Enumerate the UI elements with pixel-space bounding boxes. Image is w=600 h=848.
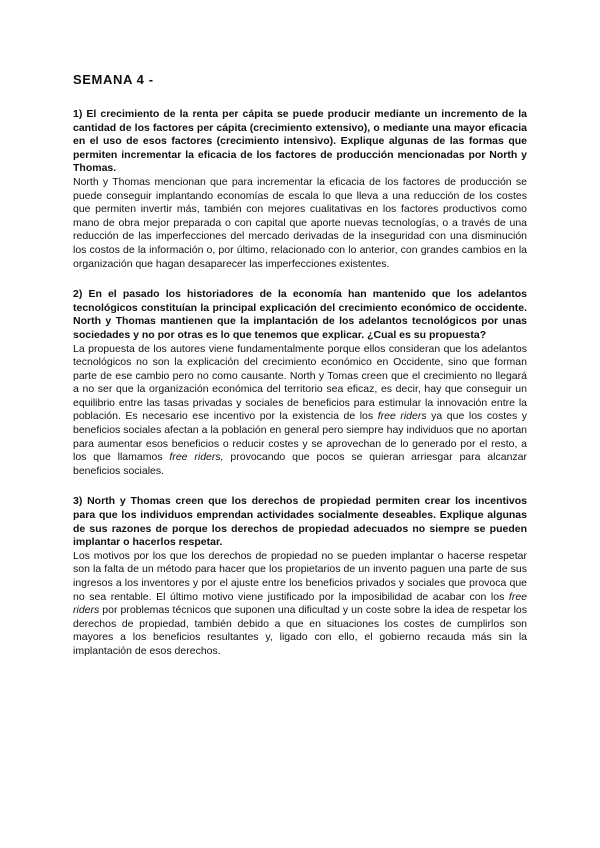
section-2: [73, 288, 527, 478]
answer-3-free-riders: free riders: [73, 590, 527, 617]
question-1: 1) El crecimiento de la renta per cápita se puede producir mediante un incremento de la cantidad de los factores per cápita (crecimiento extensivo), o mediante una mayor eficacia en el uso de esos factores (crecimiento intensivo). Explique algunas de las formas que permiten incrementar la eficacia de los factores de producción mencionadas por North y Thomas.: [73, 108, 527, 175]
answer-2: [73, 343, 527, 479]
answer-1: North y Thomas mencionan que para incrementar la eficacia de los factores de producción se puede conseguir implantando economías de escala lo que lleva a una reducción de los costes que permiten invertir más, también con mejores cualitativas en los factores productivos como mano de obra mejor preparada o con capital que aporte nuevas tecnologías, o a través de una reducción de las imperfecciones del mercado derivadas de la inseguridad con una disminución los costos de la información o, por último, relacionado con lo anterior, con grandes cambios en la organización que hagan desaparecer las imperfecciones existentes.: [73, 175, 527, 270]
page-title: SEMANA 4 -: [73, 72, 154, 87]
question-3: 3) North y Thomas creen que los derechos de propiedad permiten crear los incentivos para que los individuos emprendan actividades socialmente deseables. Explique algunas de sus razones de porque los derechos de propiedad adecuados no siempre se pueden implantar o hacerlos respetar.: [73, 495, 527, 549]
section-3: [73, 495, 527, 658]
answer-2-text-2: ya que los costes y beneficios sociales afectan a la población en general pero siempre hay individuos que no aportan para aumentar esos beneficios o reducir costes y se aprovechan de lo generado por el resto, a los que llamamos: [73, 410, 528, 464]
answer-2-free-riders-1: free riders: [377, 410, 427, 423]
answer-3-text-2: por problemas técnicos que suponen una dificultad y un coste sobre la idea de respetar los derechos de propiedad, también debido a que en situaciones los costes de cumplirlos son mayores a los beneficios resultantes y, ligado con ello, el gobierno recauda más sin la implantación de esos derechos.: [73, 604, 527, 657]
answer-2-text-3: provocando que pocos se quieran arriesgar para alcanzar beneficios sociales.: [73, 451, 527, 477]
answer-3-text-1: Los motivos por los que los derechos de propiedad no se pueden implantar o hacerse respetar son la falta de un método para hacer que los propietarios de un invento paguen una parte de sus ingresos a los inventores y por el ajuste entre los beneficios privados y sociales que provoca que no sea rentable. El último motivo viene justificado por la imposibilidad de acabar con los: [73, 549, 527, 603]
answer-2-text-1: La propuesta de los autores viene fundamentalmente porque ellos consideran que los adelantos tecnológicos no son la explicación del crecimiento económico en Occidente, sino que forman parte de ese cambio pero no como causante. North y Tomas creen que el crecimiento no llegará a no ser que la organización económica del territorio sea eficaz, es decir, hay que conseguir un equilibrio entre las tasas privadas y sociales de beneficios para estimular la innovación entre la población. Es necesario ese incentivo por la existencia de los: [73, 342, 527, 423]
section-1: [73, 108, 527, 271]
answer-3: [73, 550, 527, 659]
answer-2-free-riders-2: free riders,: [169, 451, 224, 464]
question-2: 2) En el pasado los historiadores de la economía han mantenido que los adelantos tecnológicos constituían la principal explicación del crecimiento económico de occidente. North y Thomas mantienen que la implantación de los adelantos tecnológicos por unas sociedades y no por otras es lo que tenemos que explicar. ¿Cual es su propuesta?: [73, 288, 527, 341]
